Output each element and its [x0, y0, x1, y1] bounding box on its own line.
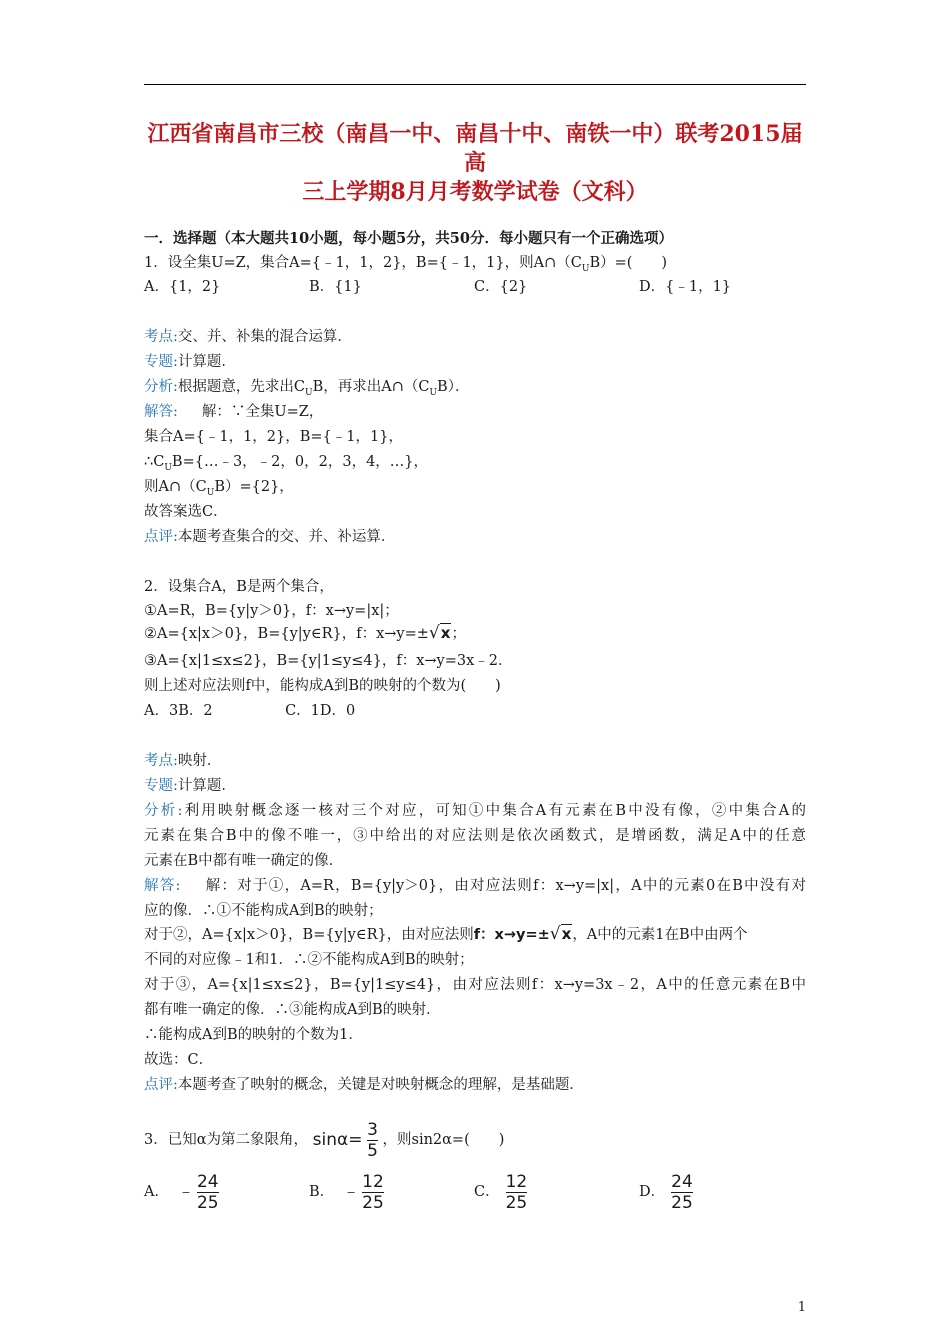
q2-jieda-1: 解答: 解：对于①，A=R，B={y|y＞0}，由对应法则f：x→y=|x|，A中的元素0在B中没有对 [144, 878, 806, 894]
q2-case-1: ①A=R，B={y|y＞0}，f：x→y=|x|； [144, 603, 399, 619]
q2-jieda-6: 都有唯一确定的像．∴③能构成A到B的映射． [144, 1002, 441, 1018]
q1-option-d: D．{﹣1，1} [639, 279, 732, 295]
q1-jieda-1: 解答: 解：∵全集U=Z， [144, 404, 324, 420]
q1-zhuanti: 专题:计算题． [144, 354, 236, 370]
q3-option-a: A． ﹣ $\frac{24}{25}$ [144, 1171, 219, 1213]
q2-jieda-4: 不同的对应像﹣1和1．∴②不能构成A到B的映射； [144, 952, 474, 968]
q2-jieda-8: 故选：C． [144, 1052, 214, 1068]
q2-zhuanti: 专题:计算题． [144, 778, 236, 794]
q2-case-2: ②A={x|x＞0}，B={y|y∈R}，f：x→y=±√x； [144, 623, 466, 643]
q1-kaodian: 考点:交、并、补集的混合运算． [144, 329, 352, 345]
sqrt-symbol: √x [428, 623, 451, 643]
q1-jieda-5: 故答案选C． [144, 504, 228, 520]
q1-jieda-2: 集合A={﹣1，1，2}，B={﹣1，1}， [144, 429, 403, 445]
q1-dianping: 点评:本题考查集合的交、并、补运算． [144, 529, 396, 545]
q2-jieda-3: 对于②，A={x|x＞0}，B={y|y∈R}，由对应法则f：x→y=±√x，A中的元素1在B中由两个 [144, 924, 748, 944]
q2-fenxi-1: 分析:利用映射概念逐一核对三个对应，可知①中集合A有元素在B中没有像，②中集合A的 [144, 803, 806, 819]
section-heading: 一．选择题（本大题共10小题，每小题5分，共50分．每小题只有一个正确选项） [144, 230, 673, 247]
q2-ask: 则上述对应法则f中，能构成A到B的映射的个数为( ) [144, 678, 501, 694]
title-line-2: 三上学期8月月考数学试卷（文科） [302, 179, 648, 205]
kaodian-label: 考点: [144, 329, 178, 345]
q2-case-3: ③A={x|1≤x≤2}，B={y|1≤y≤4}，f：x→y=3x﹣2． [144, 653, 513, 669]
q2-dianping: 点评:本题考查了映射的概念，关键是对映射概念的理解，是基础题． [144, 1077, 584, 1093]
q1-jieda-4: 则$A\cap(C_UB)=\{2\}$， [144, 479, 294, 498]
q2-options: A．3B．2 C．1D．0 [144, 703, 356, 719]
q1-stem: 1．设全集U=Z，集合A={﹣1，1，2}，B={﹣1，1}，则$A\cap(C_UB)=$( ) [144, 255, 668, 274]
fenxi-label: 分析: [144, 379, 178, 395]
q3-option-b: B． ﹣ $\frac{12}{25}$ [309, 1171, 384, 1213]
q3-fraction: $\frac{3}{5}$ [367, 1119, 378, 1161]
sqrt-symbol: √x [549, 924, 572, 944]
q1-option-c: C．{2} [474, 279, 528, 295]
q1-option-b: B．{1} [309, 279, 362, 295]
page-number: 1 [797, 1300, 806, 1315]
q1-jieda-3: $\therefore C_UB=\{\dots﹣3$，﹣2，0，2，3，4，…}， [144, 454, 429, 473]
q1-option-a: A．{1，2} [144, 279, 221, 295]
jieda-label: 解答: [144, 404, 178, 420]
q2-jieda-5: 对于③，A={x|1≤x≤2}，B={y|1≤y≤4}，由对应法则f：x→y=3x﹣2，A中的任意元素在B中 [144, 977, 806, 993]
q2-kaodian: 考点:映射． [144, 753, 222, 769]
header-rule [144, 84, 806, 85]
document-title [144, 120, 806, 207]
q1-fenxi: 分析:根据题意，先求出$C_UB$，再求出$A\cap(C_UB)$． [144, 379, 470, 398]
q3-stem: 3．已知α为第二象限角， sinα= $\frac{3}{5}$ ，则sin2α=( ) [144, 1119, 505, 1161]
q2-fenxi-3: 元素在B中都有唯一确定的像． [144, 853, 344, 869]
zhuanti-label: 专题: [144, 354, 178, 370]
q2-jieda-2: 应的像．∴①不能构成A到B的映射； [144, 903, 383, 919]
q2-fenxi-2: 元素在集合B中的像不唯一，③中给出的对应法则是依次函数式，是增函数，满足A中的任意 [144, 828, 806, 844]
q2-stem: 2．设集合A，B是两个集合， [144, 579, 334, 595]
q3-option-d: D． $\frac{24}{25}$ [639, 1171, 693, 1213]
title-line-1: 江西省南昌市三校（南昌一中、南昌十中、南铁一中）联考2015届高 [147, 121, 803, 176]
q2-jieda-7: ∴能构成A到B的映射的个数为1． [144, 1027, 363, 1043]
q3-option-c: C． $\frac{12}{25}$ [474, 1171, 528, 1213]
dianping-label: 点评: [144, 529, 178, 545]
